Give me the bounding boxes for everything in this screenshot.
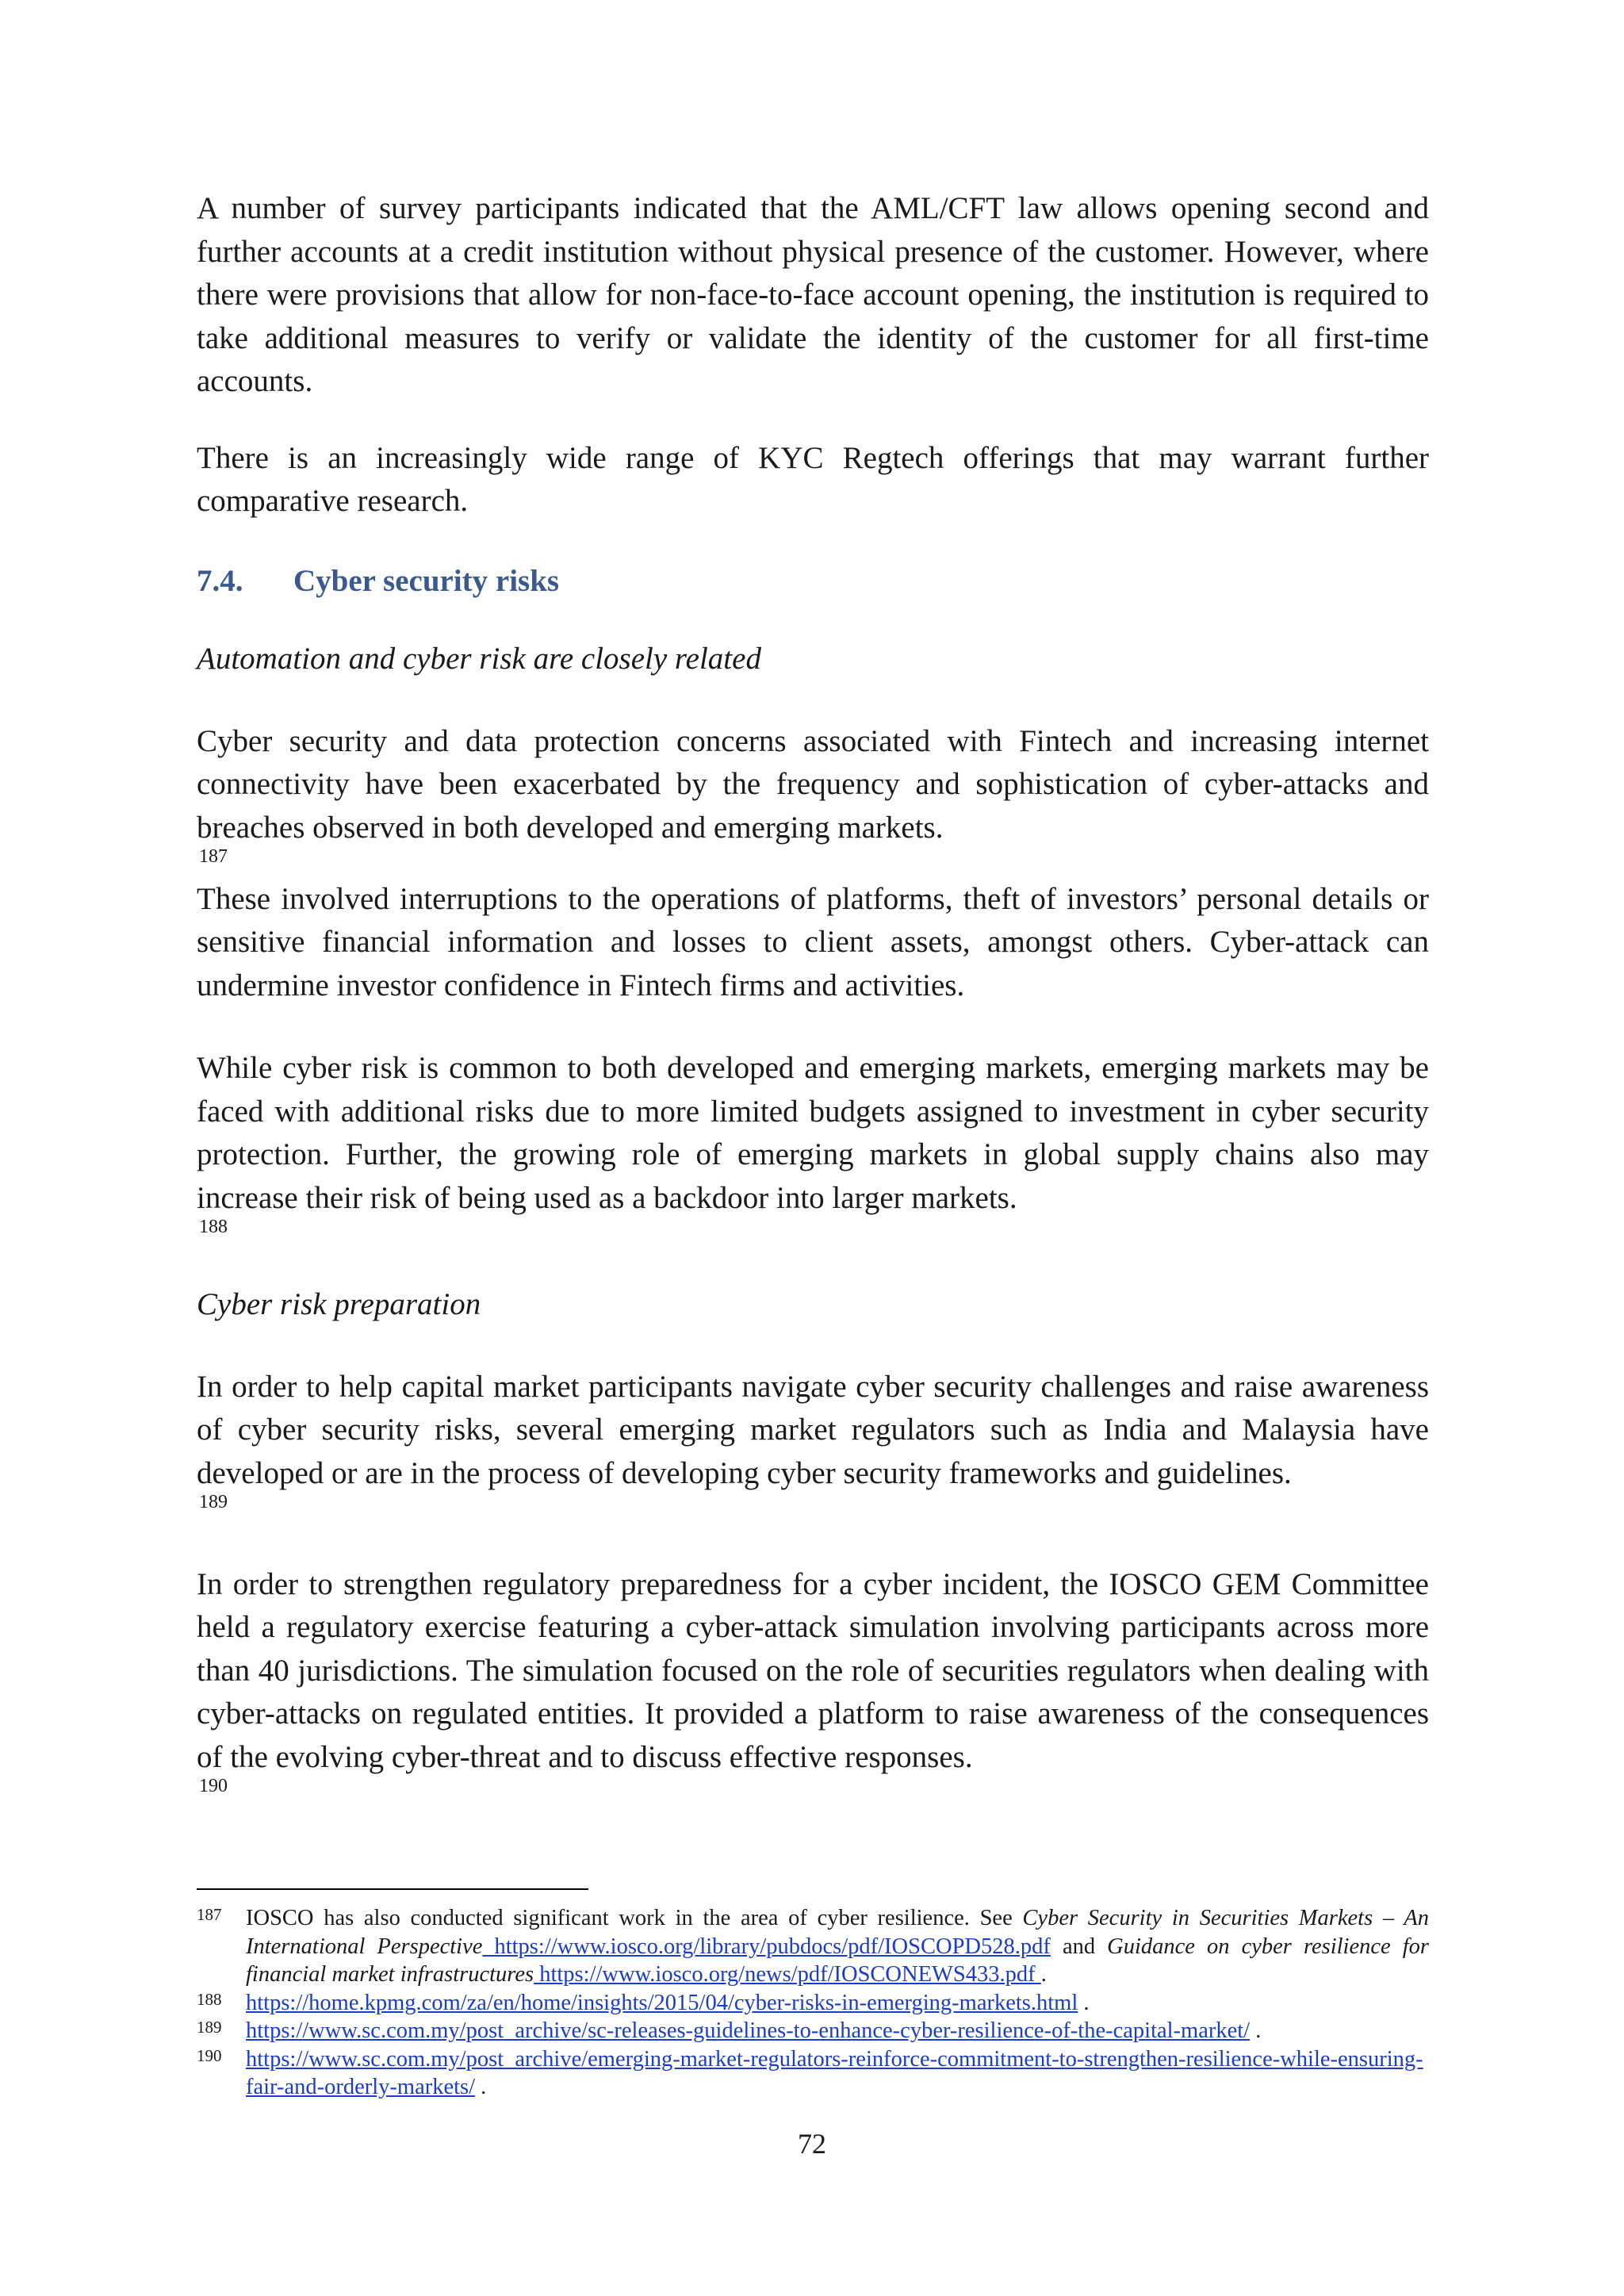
paragraph-kyc-regtech: There is an increasingly wide range of KYC Regtech offerings that may warrant further comparative research. (197, 440, 1429, 518)
footnote-text-part: . (1078, 1990, 1090, 2015)
footnote-text-part: IOSCO has also conducted significant work in the area of cyber resilience. See (246, 1906, 1023, 1930)
footnote-divider (197, 1888, 588, 1890)
footnote-ref-187[interactable]: 187 (199, 846, 228, 867)
footnote-ref-190[interactable]: 190 (199, 1776, 228, 1796)
paragraph-cyber-concerns-part2: These involved interruptions to the operations of platforms, theft of investors’ personal details or sensitive financial information and losses to client assets, amongst others. Cyber-attack can undermine investor confidence in Fintech firms and activities. (197, 881, 1429, 1002)
paragraph-regulators-text: In order to help capital market participants navigate cyber security challenges and raise awareness of cyber security risks, several emerging market regulators such as India and Malaysia have developed or are in the process of developing cyber security frameworks and guidelines. (197, 1369, 1429, 1490)
paragraph-regulators (197, 1366, 1429, 1524)
footnote-link[interactable]: https://home.kpmg.com/za/en/home/insights/2015/04/cyber-risks-in-emerging-markets.html (246, 1990, 1078, 2015)
subheading-preparation: Cyber risk preparation (197, 1286, 481, 1321)
paragraph-emerging-markets (197, 1047, 1429, 1248)
paragraph-iosco-gem (197, 1563, 1429, 1807)
footnote-text-part: . (1250, 2018, 1262, 2043)
footnote-number: 188 (197, 1989, 222, 2009)
footnote-188 (197, 1989, 1429, 2018)
paragraph-aml-cft: A number of survey participants indicated that the AML/CFT law allows opening second and further accounts at a credit institution without physical presence of the customer. However, where there were provisions that allow for non-face-to-face account opening, the institution is required to take additional measures to verify or validate the identity of the customer for all first-time accounts. (197, 191, 1429, 398)
section-heading (197, 560, 1429, 603)
paragraph-iosco-gem-text: In order to strengthen regulatory preparedness for a cyber incident, the IOSCO GEM Committee held a regulatory exercise featuring a cyber-attack simulation involving participants across more than 40 jurisdictions. The simulation focused on the role of securities regulators when dealing with cyber-attacks on regulated entities. It provided a platform to raise awareness of the consequences of the evolving cyber-threat and to discuss effective responses. (197, 1566, 1429, 1774)
footnote-link[interactable]: https://www.iosco.org/library/pubdocs/pdf/IOSCOPD528.pdf (482, 1934, 1051, 1959)
footnote-ref-188[interactable]: 188 (199, 1217, 228, 1237)
paragraph-cyber-concerns (197, 720, 1429, 1008)
footnote-text (246, 1989, 1429, 2018)
footnote-text (246, 1904, 1429, 1989)
footnote-link[interactable]: https://www.iosco.org/news/pdf/IOSCONEWS433.pdf (534, 1962, 1041, 1987)
footnote-text (246, 2017, 1429, 2045)
footnote-text-part: . (1040, 1962, 1047, 1987)
paragraph-cyber-concerns-part1: Cyber security and data protection concerns associated with Fintech and increasing internet connectivity have been exacerbated by the frequency and sophistication of cyber-attacks and breaches observed in both developed and emerging markets. (197, 723, 1429, 845)
footnote-link[interactable]: https://www.sc.com.my/post_archive/sc-releases-guidelines-to-enhance-cyber-resilience-of-the-capital-market/ (246, 2018, 1251, 2043)
footnote-number: 187 (197, 1905, 222, 1924)
footnote-190 (197, 2045, 1429, 2102)
footnote-link[interactable]: https://www.sc.com.my/post_archive/emerging-market-regulators-reinforce-commitment-to-strengthen-resilience-while-ensuring-fair-and-orderly-markets/ (246, 2046, 1423, 2099)
footnote-number: 190 (197, 2045, 222, 2065)
footnote-text-part: . (475, 2075, 487, 2099)
subheading-automation: Automation and cyber risk are closely related (197, 641, 761, 676)
paragraph-emerging-markets-text: While cyber risk is common to both developed and emerging markets, emerging markets may be faced with additional risks due to more limited budgets assigned to investment in cyber security protection. Further, the growing role of emerging markets in global supply chains also may increase their risk of being used as a backdoor into larger markets. (197, 1051, 1429, 1215)
section-title: Cyber security risks (293, 563, 560, 598)
footnote-187 (197, 1904, 1429, 1989)
footnote-text (246, 2045, 1429, 2102)
footnotes (197, 1888, 1429, 2102)
footnote-text-part: and (1050, 1934, 1108, 1959)
section-number: 7.4. (197, 563, 243, 598)
page-number: 72 (798, 2128, 826, 2160)
footnote-citation-title: Cyber Security in Securities Markets – An International Perspective (246, 1906, 1429, 1959)
footnote-number: 189 (197, 2018, 222, 2037)
footnote-citation-title: Guidance on cyber resilience for financial market infrastructures (246, 1934, 1429, 1987)
footnote-189 (197, 2017, 1429, 2045)
footnote-ref-189[interactable]: 189 (199, 1492, 228, 1512)
page-body (197, 187, 1429, 1807)
